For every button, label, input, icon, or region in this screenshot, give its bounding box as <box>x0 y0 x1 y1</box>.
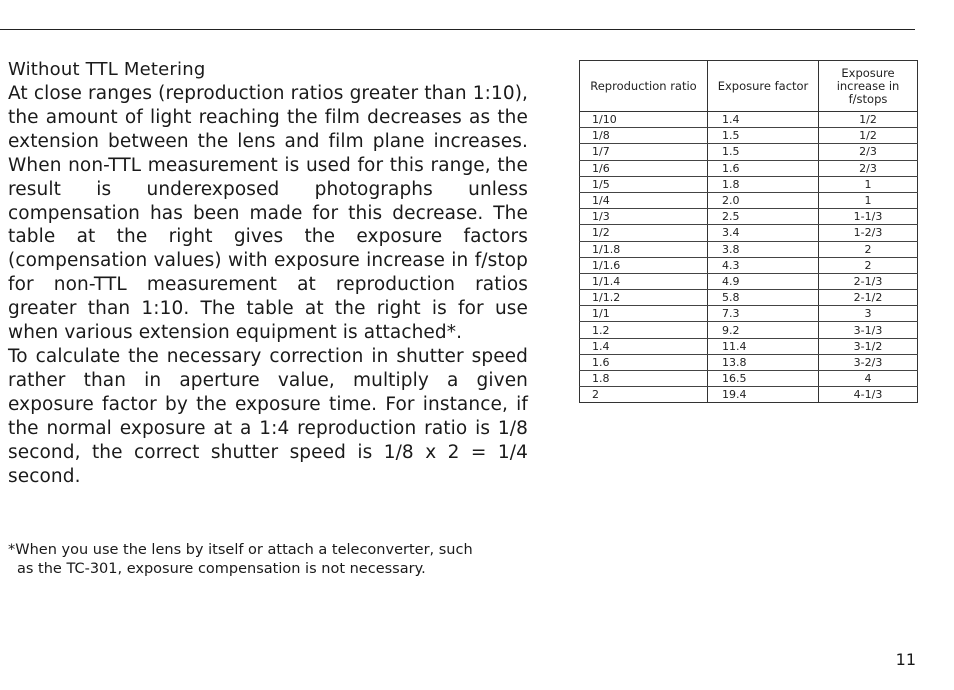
cell-factor: 19.4 <box>708 387 819 403</box>
cell-ratio: 1.8 <box>580 371 708 387</box>
table-row <box>580 273 918 289</box>
footnote-line-1: *When you use the lens by itself or attach a teleconverter, such <box>8 542 473 558</box>
table-row <box>580 128 918 144</box>
cell-stops: 2 <box>819 241 918 257</box>
header-reproduction-ratio: Reproduction ratio <box>580 61 708 112</box>
cell-factor: 3.8 <box>708 241 819 257</box>
cell-factor: 1.6 <box>708 160 819 176</box>
cell-ratio: 1.2 <box>580 322 708 338</box>
cell-stops: 2 <box>819 257 918 273</box>
table-row <box>580 112 918 128</box>
cell-stops: 1-2/3 <box>819 225 918 241</box>
table-header-row <box>580 61 918 112</box>
cell-factor: 1.4 <box>708 112 819 128</box>
footnote <box>8 541 528 579</box>
cell-factor: 7.3 <box>708 306 819 322</box>
cell-ratio: 1/10 <box>580 112 708 128</box>
cell-ratio: 1/6 <box>580 160 708 176</box>
cell-ratio: 1.4 <box>580 338 708 354</box>
cell-ratio: 1/1 <box>580 306 708 322</box>
cell-stops: 4-1/3 <box>819 387 918 403</box>
top-rule <box>0 29 915 30</box>
table-row <box>580 290 918 306</box>
cell-ratio: 1.6 <box>580 354 708 370</box>
cell-factor: 13.8 <box>708 354 819 370</box>
page-number: 11 <box>895 650 916 669</box>
cell-ratio: 1/3 <box>580 209 708 225</box>
cell-factor: 4.3 <box>708 257 819 273</box>
section-heading: Without TTL Metering <box>8 59 206 80</box>
cell-stops: 2/3 <box>819 160 918 176</box>
cell-factor: 11.4 <box>708 338 819 354</box>
header-exposure-factor: Exposure factor <box>708 61 819 112</box>
cell-factor: 2.0 <box>708 192 819 208</box>
cell-ratio: 1/1.2 <box>580 290 708 306</box>
cell-stops: 1 <box>819 176 918 192</box>
cell-ratio: 2 <box>580 387 708 403</box>
cell-factor: 2.5 <box>708 209 819 225</box>
cell-stops: 3 <box>819 306 918 322</box>
table-row <box>580 338 918 354</box>
cell-stops: 2/3 <box>819 144 918 160</box>
cell-stops: 2-1/2 <box>819 290 918 306</box>
table-row <box>580 144 918 160</box>
cell-ratio: 1/5 <box>580 176 708 192</box>
cell-stops: 3-1/2 <box>819 338 918 354</box>
cell-factor: 1.5 <box>708 144 819 160</box>
table-row <box>580 176 918 192</box>
header-exposure-increase: Exposure increase in f/stops <box>819 61 918 112</box>
cell-stops: 4 <box>819 371 918 387</box>
cell-stops: 1/2 <box>819 112 918 128</box>
table-row <box>580 192 918 208</box>
cell-factor: 4.9 <box>708 273 819 289</box>
cell-factor: 1.5 <box>708 128 819 144</box>
cell-factor: 3.4 <box>708 225 819 241</box>
table-row <box>580 354 918 370</box>
cell-stops: 1 <box>819 192 918 208</box>
body-text <box>8 58 528 488</box>
cell-factor: 16.5 <box>708 371 819 387</box>
cell-stops: 2-1/3 <box>819 273 918 289</box>
table-row <box>580 322 918 338</box>
cell-factor: 5.8 <box>708 290 819 306</box>
paragraph-2: To calculate the necessary correction in shutter speed rather than in aperture value, multiply a given exposure factor by the exposure time. For instance, if the normal exposure at a 1:4 reproduction ratio is 1/8 second, the correct shutter speed is 1/8 x 2 = 1/4 second. <box>8 345 528 487</box>
table-row <box>580 241 918 257</box>
paragraph-1: At close ranges (reproduction ratios greater than 1:10), the amount of light reaching the film decreases as the extension between the lens and film plane increases. When non-TTL measurement is used for this range, the result is underexposed photographs unless compensation has been made for this decrease. The table at the right gives the exposure factors (compensation values) with exposure increase in f/stop for non-TTL measurement at reproduction ratios greater than 1:10. The table at the right is for use when various extension equipment is attached*. <box>8 83 528 344</box>
table-row <box>580 371 918 387</box>
cell-factor: 1.8 <box>708 176 819 192</box>
cell-stops: 1-1/3 <box>819 209 918 225</box>
exposure-table <box>579 60 918 403</box>
cell-ratio: 1/8 <box>580 128 708 144</box>
cell-stops: 3-2/3 <box>819 354 918 370</box>
table-row <box>580 306 918 322</box>
table-row <box>580 225 918 241</box>
table-row <box>580 387 918 403</box>
cell-stops: 3-1/3 <box>819 322 918 338</box>
cell-ratio: 1/1.4 <box>580 273 708 289</box>
cell-ratio: 1/1.8 <box>580 241 708 257</box>
cell-ratio: 1/7 <box>580 144 708 160</box>
table-row <box>580 257 918 273</box>
cell-stops: 1/2 <box>819 128 918 144</box>
cell-ratio: 1/4 <box>580 192 708 208</box>
table-row <box>580 209 918 225</box>
cell-factor: 9.2 <box>708 322 819 338</box>
cell-ratio: 1/2 <box>580 225 708 241</box>
table-row <box>580 160 918 176</box>
cell-ratio: 1/1.6 <box>580 257 708 273</box>
table-body <box>580 112 918 403</box>
footnote-line-2: as the TC-301, exposure compensation is not necessary. <box>17 561 426 577</box>
